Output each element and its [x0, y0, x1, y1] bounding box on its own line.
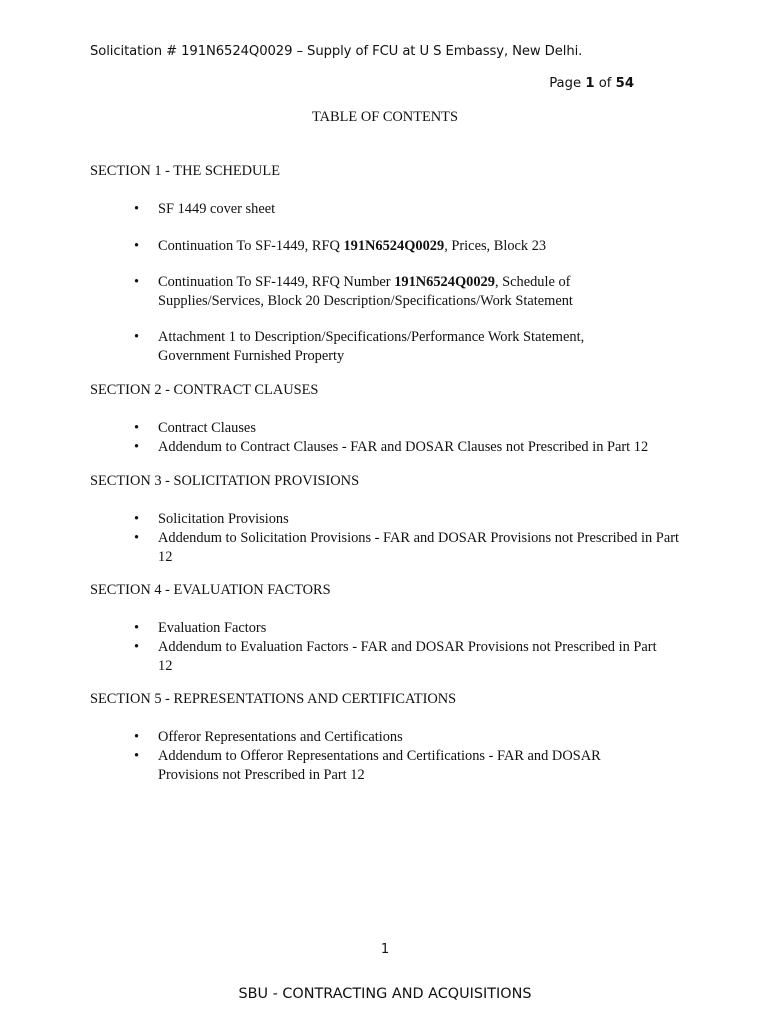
bullet: •	[134, 639, 140, 655]
bullet: •	[134, 511, 140, 527]
bullet: •	[134, 238, 140, 254]
bullet: •	[134, 420, 140, 436]
toc-item	[134, 237, 688, 256]
toc-item-text: Continuation To SF-1449, RFQ	[158, 238, 344, 254]
toc-title: TABLE OF CONTENTS	[312, 109, 458, 125]
toc-item-text: Evaluation Factors	[158, 620, 267, 636]
section-5-title: SECTION 5 - REPRESENTATIONS AND CERTIFICATIONS	[90, 691, 457, 707]
toc-item	[134, 200, 688, 219]
toc-item-text: , Prices, Block 23	[444, 238, 547, 254]
toc-item-text: Attachment 1 to Description/Specifications/Performance Work Statement, Government Furnished Property	[158, 329, 585, 364]
toc-item	[134, 510, 688, 529]
toc-item-text: Solicitation Provisions	[158, 511, 289, 527]
toc-item-text: Continuation To SF-1449, RFQ Number	[158, 274, 395, 290]
page-number: 1	[380, 942, 390, 957]
toc-item-text: Addendum to Contract Clauses - FAR and DOSAR Clauses not Prescribed in Part 12	[158, 439, 649, 455]
bullet: •	[134, 620, 140, 636]
section-4-title: SECTION 4 - EVALUATION FACTORS	[90, 582, 331, 598]
toc-item	[134, 419, 688, 438]
toc-item-text: Offeror Representations and Certifications	[158, 729, 403, 745]
toc-item	[134, 638, 668, 676]
section-2-title: SECTION 2 - CONTRACT CLAUSES	[90, 382, 319, 398]
toc-item	[134, 438, 718, 457]
section-1-title: SECTION 1 - THE SCHEDULE	[90, 163, 281, 179]
toc-item-text: Addendum to Evaluation Factors - FAR and DOSAR Provisions not Prescribed in Part 12	[158, 639, 657, 674]
toc-item-text: Addendum to Offeror Representations and Certifications - FAR and DOSAR Provisions not Prescribed in Part 12	[158, 748, 601, 783]
toc-item-text: , Schedule of Supplies/Services, Block 20 Description/Specifications/Work Statement	[158, 274, 573, 309]
toc-item	[134, 619, 688, 638]
bullet: •	[134, 329, 140, 345]
rfq-number: 191N6524Q0029	[343, 238, 445, 254]
page-prefix: Page	[549, 76, 582, 91]
solicitation-header: Solicitation # 191N6524Q0029 – Supply of FCU at U S Embassy, New Delhi.	[90, 44, 583, 59]
page-total: 54	[615, 76, 634, 91]
bullet: •	[134, 439, 140, 455]
bullet: •	[134, 201, 140, 217]
toc-item-text: Contract Clauses	[158, 420, 256, 436]
footer-classification: SBU - CONTRACTING AND ACQUISITIONS	[238, 986, 532, 1002]
section-3-title: SECTION 3 - SOLICITATION PROVISIONS	[90, 473, 360, 489]
toc-item	[134, 728, 688, 747]
bullet: •	[134, 530, 140, 546]
bullet: •	[134, 729, 140, 745]
page-of: of	[598, 76, 612, 91]
toc-item-text: SF 1449 cover sheet	[158, 201, 276, 217]
bullet: •	[134, 748, 140, 764]
toc-item	[134, 747, 638, 785]
toc-item	[134, 273, 618, 311]
toc-item-text: Addendum to Solicitation Provisions - FAR and DOSAR Provisions not Prescribed in Part 12	[158, 530, 679, 565]
rfq-number: 191N6524Q0029	[394, 274, 495, 290]
page-indicator	[549, 76, 634, 91]
toc-item	[134, 529, 688, 567]
page-current: 1	[585, 76, 595, 91]
bullet: •	[134, 274, 140, 290]
toc-item	[134, 328, 628, 366]
